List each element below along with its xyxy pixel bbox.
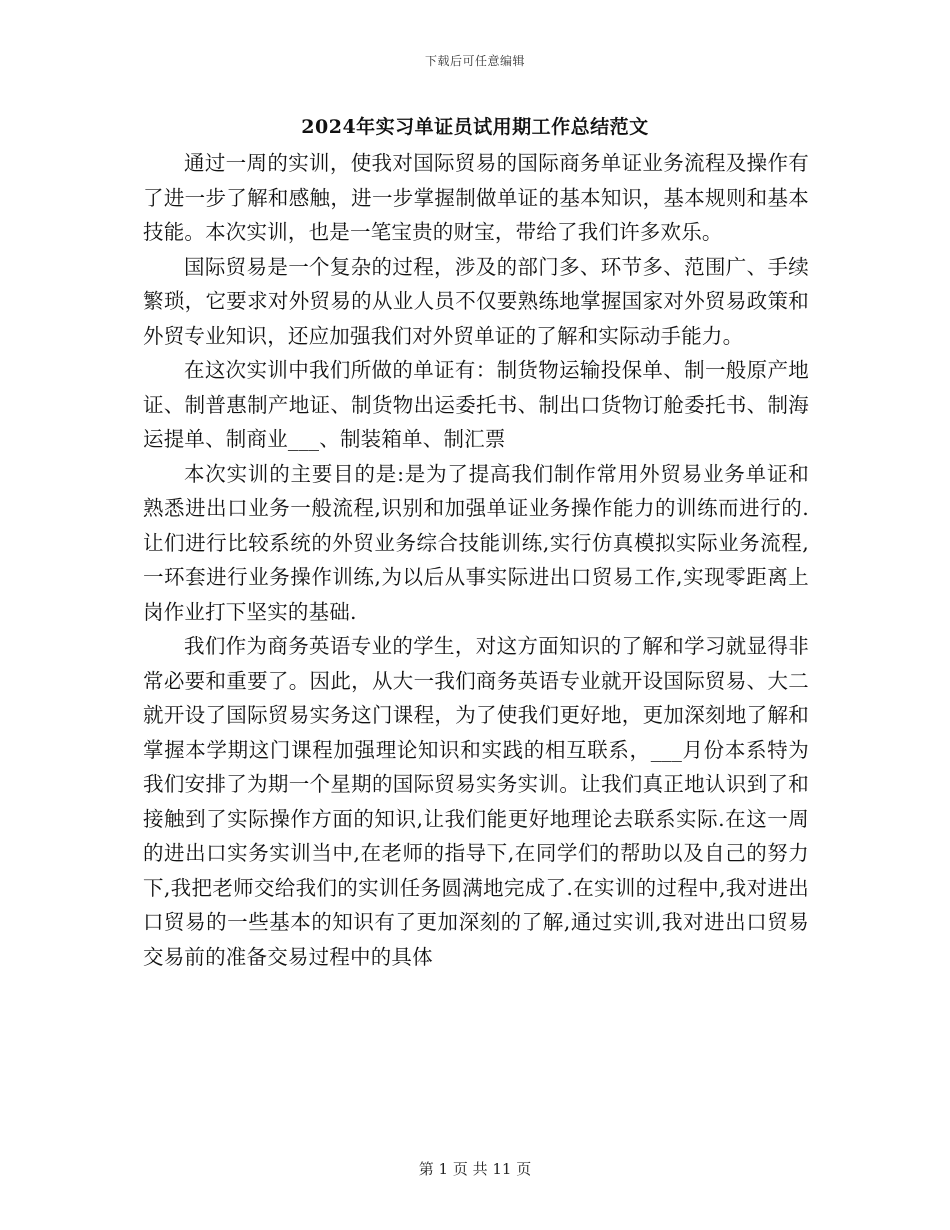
paragraph: 通过一周的实训，使我对国际贸易的国际商务单证业务流程及操作有了进一步了解和感触，进一步掌握制做单证的基本知识，基本规则和基本技能。本次实训，也是一笔宝贵的财宝，带给了我们许多欢乐。 <box>143 151 809 244</box>
paragraph: 国际贸易是一个复杂的过程，涉及的部门多、环节多、范围广、手续繁琐，它要求对外贸易的从业人员不仅要熟练地掌握国家对外贸易政策和外贸专业知识，还应加强我们对外贸单证的了解和实际动手能力。 <box>143 254 809 348</box>
paragraph: 在这次实训中我们所做的单证有：制货物运输投保单、制一般原产地证、制普惠制产地证、制货物出运委托书、制出口货物订舱委托书、制海运提单、制商业___、制装箱单、制汇票 <box>143 358 809 451</box>
paragraph: 本次实训的主要目的是:是为了提高我们制作常用外贸易业务单证和熟悉进出口业务一般流程,识别和加强单证业务操作能力的训练而进行的.让们进行比较系统的外贸业务综合技能训练,实行仿真模拟实际业务流程,一环套进行业务操作训练,为以后从事实际进出口贸易工作,实现零距离上岗作业打下坚实的基础. <box>143 461 809 624</box>
header-note: 下载后可任意编辑 <box>424 54 525 68</box>
page-number: 第 1 页 共 11 页 <box>418 1160 532 1178</box>
paragraph: 我们作为商务英语专业的学生，对这方面知识的了解和学习就显得非常必要和重要了。因此，从大一我们商务英语专业就开设国际贸易、大二就开设了国际贸易实务这门课程，为了使我们更好地，更加深刻地了解和掌握本学期这门课程加强理论知识和实践的相互联系，___月份本系特为我们安排了为期一个星期的国际贸易实务实训。让我们真正地认识到了和接触到了实际操作方面的知识,让我们能更好地理论去联系实际.在这一周的进出口实务实训当中,在老师的指导下,在同学们的帮助以及自己的努力下,我把老师交给我们的实训任务圆满地完成了.在实训的过程中,我对进出口贸易的一些基本的知识有了更加深刻的了解,通过实训,我对进出口贸易交易前的准备交易过程中的具体 <box>143 634 809 969</box>
document-body <box>143 146 809 974</box>
document-title: 2024年实习单证员试用期工作总结范文 <box>301 116 649 138</box>
